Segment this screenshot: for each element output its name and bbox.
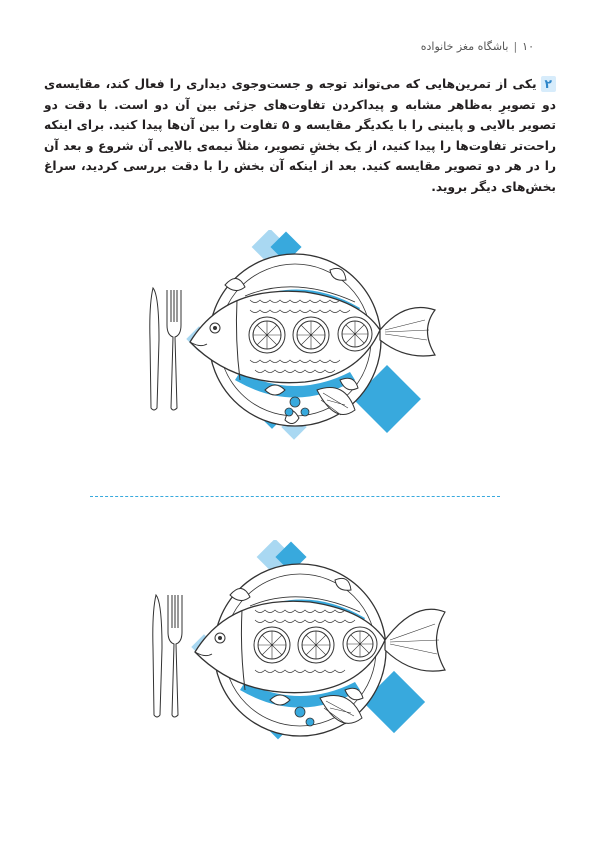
dashed-divider — [90, 496, 500, 497]
lemon-slices — [249, 317, 372, 353]
lemon-slices — [254, 627, 377, 663]
exercise-number: ۲ — [541, 76, 556, 92]
fish-plate-illustration-bottom — [150, 540, 450, 755]
exercise-paragraph — [44, 74, 556, 197]
knife-icon — [150, 288, 159, 410]
fork-icon — [168, 595, 182, 717]
header-separator: | — [513, 40, 518, 53]
page-header — [421, 40, 534, 53]
knife-icon — [153, 595, 162, 717]
fish-plate-illustration-top — [145, 230, 445, 445]
fork-icon — [167, 290, 181, 410]
book-title: باشگاه مغز خانواده — [420, 40, 509, 53]
exercise-text: یکی از تمرین‌هایی که می‌تواند توجه و جست‌وجوی دیداری را فعال کند، مقایسه‌ی دو تصویرِ به‌ظاهر مشابه و پیداکردن تفاوت‌های جزئی بین آن دو است. با دقت دو تصویر بالایی و پایینی را با یکدیگر مقایسه و ۵ تفاوت را بین آن‌ها پیدا کنید. برای اینکه راحت‌تر تفاوت‌ها را پیدا کنید، از یک بخشِ تصویر، مثلاً نیمه‌ی بالایی آن شروع و بعد آن را در هر دو تصویر مقایسه کنید. بعد از اینکه آن بخش را با دقت بررسی کردید، سراغ بخش‌های دیگر بروید. — [44, 77, 556, 194]
page-number: ۱۰ — [522, 40, 534, 53]
